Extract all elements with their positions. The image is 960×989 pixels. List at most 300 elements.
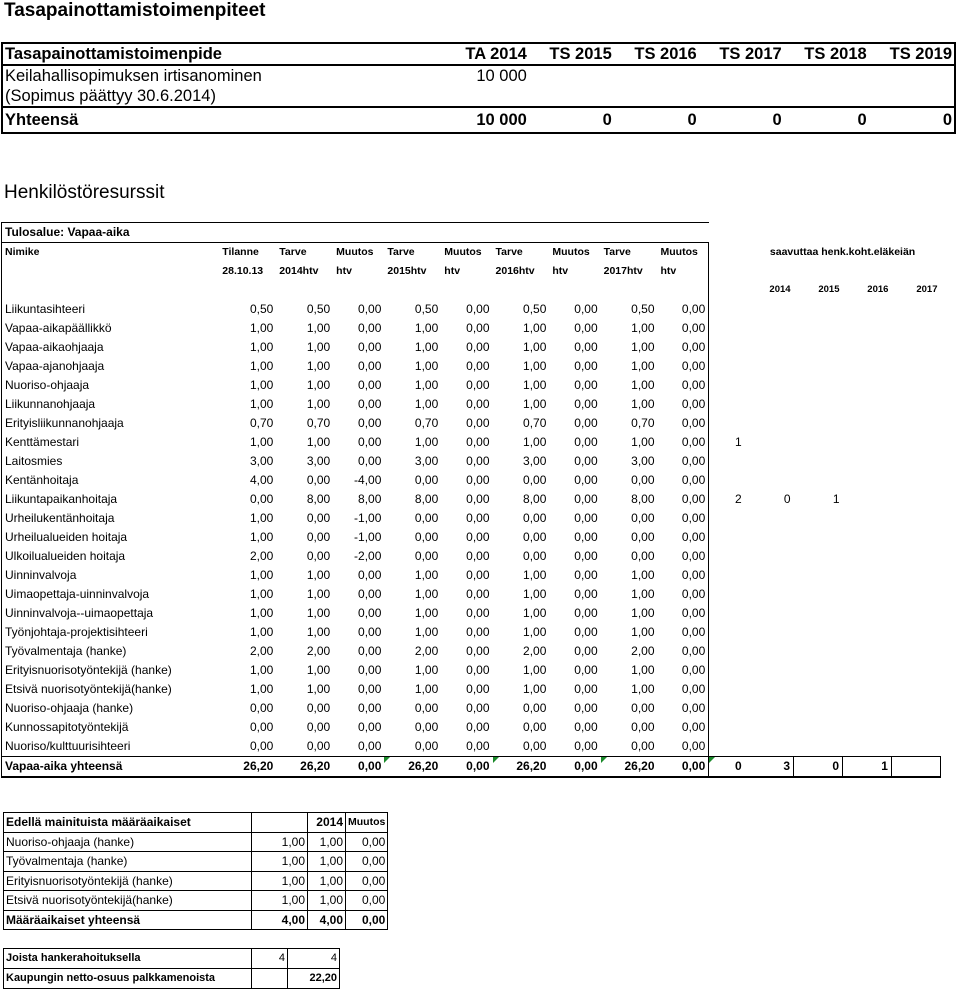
staff-row-value: 0,70 <box>249 415 274 430</box>
retire-value <box>843 300 892 319</box>
staff-row-value: 1,00 <box>306 605 331 620</box>
staff-total-value: 26,20 <box>384 756 441 777</box>
table-row <box>2 509 941 528</box>
staff-row-value: 0,00 <box>574 396 598 411</box>
staff-row-value: 1,00 <box>523 377 547 392</box>
staff-row-value: 8,00 <box>523 491 547 506</box>
staff-row-value: 0,00 <box>358 377 382 392</box>
summary-header-ts2015: TS 2015 <box>529 43 614 65</box>
staff-row-value: 3,00 <box>523 453 547 468</box>
staff-row-value: 1,00 <box>249 605 274 620</box>
staff-row-value: 0,00 <box>466 396 490 411</box>
staff-row-value: 1,00 <box>631 434 655 449</box>
staff-total-value: 26,20 <box>601 756 658 777</box>
staff-row-value: 0,00 <box>523 548 547 563</box>
retire-value: 1 <box>832 491 840 506</box>
staff-row-name: Työnjohtaja-projektisihteeri <box>2 623 220 642</box>
summary-total-value: 0 <box>784 107 869 133</box>
staff-row-value: 0,00 <box>306 738 331 753</box>
retire-value <box>709 452 745 471</box>
staff-row-value: 0,00 <box>658 509 709 528</box>
staff-total-value: 26,20 <box>219 756 276 777</box>
summary-header-ts2018: TS 2018 <box>784 43 869 65</box>
staff-row-value: 0,00 <box>358 662 382 677</box>
staff-row-value: 0,00 <box>466 738 490 753</box>
retire-value <box>745 623 794 642</box>
staff-row-value: 0,00 <box>631 510 655 525</box>
retire-value <box>843 566 892 585</box>
temporary-row-name: Etsivä nuorisotyöntekijä(hanke) <box>4 891 252 911</box>
staff-row-value: 0,00 <box>466 586 490 601</box>
staff-row-value: 2,00 <box>249 548 274 563</box>
staff-row-value: 0,00 <box>358 320 382 335</box>
staff-row-value: 1,00 <box>414 434 439 449</box>
temporary-staff-table <box>3 812 388 930</box>
retire-value <box>709 338 745 357</box>
retire-value <box>794 661 843 680</box>
staff-row-value: 0,00 <box>249 719 274 734</box>
staff-row-value: 1,00 <box>414 358 439 373</box>
retire-value <box>745 452 794 471</box>
table-row <box>2 338 941 357</box>
staff-row-value: 0,50 <box>631 301 655 316</box>
staff-row-value: 0,00 <box>574 510 598 525</box>
staff-row-value: 1,00 <box>414 624 439 639</box>
temporary-header-muutos: Muutos <box>346 813 388 833</box>
table-cell <box>891 642 940 661</box>
retire-value <box>794 357 843 376</box>
table-cell <box>891 585 940 604</box>
staff-row-value: 0,00 <box>658 395 709 414</box>
staff-row-value: 1,00 <box>523 586 547 601</box>
staff-row-value: 0,00 <box>574 320 598 335</box>
table-cell <box>891 680 940 699</box>
funding-row <box>4 949 340 969</box>
staff-row-value: 0,00 <box>658 661 709 680</box>
staff-row-name: Nuoriso-ohjaaja (hanke) <box>2 699 220 718</box>
staff-row-value: 1,00 <box>631 339 655 354</box>
staff-row-value: 1,00 <box>631 377 655 392</box>
summary-total-value: 0 <box>529 107 614 133</box>
retire-value <box>709 585 745 604</box>
retire-value <box>843 471 892 490</box>
retire-total-value: 1 <box>843 756 892 777</box>
staff-total-value: 0,00 <box>549 756 600 777</box>
staff-row-value: 0,00 <box>414 472 439 487</box>
retire-value <box>709 623 745 642</box>
retire-value <box>709 509 745 528</box>
staff-row-value: 0,00 <box>358 301 382 316</box>
table-cell <box>891 471 940 490</box>
staff-row-value: 0,00 <box>306 529 331 544</box>
summary-row <box>2 86 955 107</box>
retire-value <box>794 471 843 490</box>
staff-row-value: 1,00 <box>414 681 439 696</box>
table-row <box>2 376 941 395</box>
staff-row-value: 0,00 <box>466 700 490 715</box>
staff-row-value: 0,00 <box>466 472 490 487</box>
table-row <box>2 737 941 757</box>
retire-value <box>745 642 794 661</box>
table-row <box>2 490 941 509</box>
retire-value <box>794 699 843 718</box>
table-cell <box>891 452 940 471</box>
temporary-total-row <box>4 910 388 930</box>
retire-value <box>794 680 843 699</box>
staff-row-value: 0,00 <box>523 529 547 544</box>
retire-value <box>843 737 892 757</box>
table-cell <box>891 414 940 433</box>
staff-row-value: 1,00 <box>523 396 547 411</box>
staff-row-value: 0,00 <box>466 624 490 639</box>
funding-value: 4 <box>252 949 288 969</box>
staff-row-value: 1,00 <box>414 377 439 392</box>
retire-value <box>709 661 745 680</box>
funding-value: 22,20 <box>288 969 340 989</box>
retire-total-value: 3 <box>745 756 794 777</box>
staff-row-name: Uinninvalvoja--uimaopettaja <box>2 604 220 623</box>
staff-row-value: 1,00 <box>414 605 439 620</box>
staff-row-name: Vapaa-ajanohjaaja <box>2 357 220 376</box>
staff-row-value: 0,00 <box>658 737 709 757</box>
staff-row-value: 0,00 <box>414 529 439 544</box>
staff-row-value: 0,00 <box>358 396 382 411</box>
staff-row-value: 1,00 <box>523 358 547 373</box>
retire-year: 2016 <box>867 284 889 295</box>
retire-value <box>843 395 892 414</box>
staff-row-value: 1,00 <box>523 339 547 354</box>
staff-row-value: 0,00 <box>574 491 598 506</box>
staff-row-value: 0,00 <box>306 510 331 525</box>
staff-row-name: Vapaa-aikaohjaaja <box>2 338 220 357</box>
retire-value <box>745 699 794 718</box>
retire-value <box>843 433 892 452</box>
staff-row-name: Urheilualueiden hoitaja <box>2 528 220 547</box>
temporary-row-value: 1,00 <box>252 852 308 872</box>
staff-row-value: 0,00 <box>574 624 598 639</box>
staff-row-value: 0,50 <box>249 301 274 316</box>
staff-row-value: 8,00 <box>358 491 382 506</box>
staff-row-value: 0,00 <box>658 566 709 585</box>
temporary-total-value: 4,00 <box>252 910 308 930</box>
funding-row <box>4 969 340 989</box>
summary-header-ts2016: TS 2016 <box>614 43 699 65</box>
summary-row <box>2 65 955 86</box>
staff-row-value: 0,50 <box>414 301 439 316</box>
staff-row-value: 0,00 <box>414 700 439 715</box>
table-cell <box>891 300 940 319</box>
staff-row-value: 0,00 <box>574 643 598 658</box>
staff-row-value: 1,00 <box>249 529 274 544</box>
retire-year: 2014 <box>769 284 791 295</box>
staff-row-value: 0,00 <box>249 738 274 753</box>
retire-value <box>794 623 843 642</box>
staff-row-value: 0,00 <box>658 604 709 623</box>
table-row <box>4 852 388 872</box>
retire-value <box>745 566 794 585</box>
staff-row-value: 1,00 <box>631 605 655 620</box>
staff-total-value: 26,20 <box>276 756 333 777</box>
staff-row-value: 0,00 <box>466 301 490 316</box>
table-row <box>2 300 941 319</box>
table-cell <box>891 395 940 414</box>
staff-row-value: 2,00 <box>306 643 331 658</box>
temporary-row-name: Työvalmentaja (hanke) <box>4 852 252 872</box>
staff-row-value: 0,00 <box>466 358 490 373</box>
staff-row-value: 0,00 <box>574 605 598 620</box>
staff-row-value: 1,00 <box>414 396 439 411</box>
staff-row-value: 1,00 <box>249 377 274 392</box>
staff-row-value: 0,00 <box>574 548 598 563</box>
staff-row-value: 3,00 <box>414 453 439 468</box>
table-row <box>4 891 388 911</box>
staff-row-value: 0,00 <box>358 453 382 468</box>
retire-value <box>745 547 794 566</box>
staff-row-value: 0,00 <box>658 490 709 509</box>
staff-row-name: Kentänhoitaja <box>2 471 220 490</box>
temporary-row-value: 0,00 <box>346 832 388 852</box>
retire-value <box>843 452 892 471</box>
funding-label: Kaupungin netto-osuus palkkamenoista <box>4 969 252 989</box>
retire-value <box>794 566 843 585</box>
staff-row-value: 0,00 <box>574 415 598 430</box>
retire-value <box>843 604 892 623</box>
table-row <box>2 433 941 452</box>
retire-value <box>709 718 745 737</box>
retire-value <box>843 376 892 395</box>
temporary-total-value: 4,00 <box>308 910 346 930</box>
staff-row-value: 0,00 <box>574 586 598 601</box>
staff-row-value: 8,00 <box>414 491 439 506</box>
staff-row-value: 0,00 <box>358 567 382 582</box>
retire-value <box>794 414 843 433</box>
staff-row-value: 0,00 <box>631 700 655 715</box>
table-row <box>2 471 941 490</box>
staff-row-value: 0,00 <box>658 357 709 376</box>
staff-row-value: 1,00 <box>306 567 331 582</box>
retire-value <box>745 471 794 490</box>
staff-row-value: 0,00 <box>358 605 382 620</box>
staff-row-value: 1,00 <box>249 510 274 525</box>
staff-row-name: Uimaopettaja-uinninvalvoja <box>2 585 220 604</box>
retire-value <box>843 528 892 547</box>
retire-value <box>843 699 892 718</box>
staff-row-value: 1,00 <box>249 434 274 449</box>
retire-value <box>843 661 892 680</box>
summary-total-row <box>2 107 955 133</box>
retire-value <box>843 490 892 509</box>
table-cell <box>891 604 940 623</box>
table-row <box>2 718 941 737</box>
staff-row-value: 0,00 <box>574 434 598 449</box>
staff-row-value: 3,00 <box>631 453 655 468</box>
table-cell <box>891 718 940 737</box>
staff-row-value: 0,00 <box>414 548 439 563</box>
summary-total-value: 0 <box>699 107 784 133</box>
staff-row-value: 1,00 <box>523 320 547 335</box>
staff-row-value: 0,00 <box>574 472 598 487</box>
staff-row-value: 1,00 <box>306 662 331 677</box>
retire-value <box>794 585 843 604</box>
table-cell <box>891 566 940 585</box>
retire-value <box>843 623 892 642</box>
table-cell <box>891 528 940 547</box>
summary-total-value: 0 <box>869 107 955 133</box>
staff-row-value: 0,00 <box>249 700 274 715</box>
table-row <box>2 661 941 680</box>
staff-row-value: 0,00 <box>523 700 547 715</box>
funding-value: 4 <box>288 949 340 969</box>
table-cell <box>891 376 940 395</box>
staff-row-value: 0,00 <box>358 586 382 601</box>
staff-row-value: 0,00 <box>306 700 331 715</box>
retire-value <box>794 376 843 395</box>
staff-row-value: 1,00 <box>523 624 547 639</box>
staff-row-value: 1,00 <box>414 586 439 601</box>
staff-row-value: 1,00 <box>249 662 274 677</box>
staff-header-col: Muutos <box>549 243 600 262</box>
retire-value: 2 <box>734 491 742 506</box>
temporary-row-value: 1,00 <box>308 891 346 911</box>
retire-value <box>843 585 892 604</box>
retire-value <box>745 604 794 623</box>
staff-row-value: 0,00 <box>466 567 490 582</box>
staff-table <box>1 222 941 778</box>
staff-row-name: Vapaa-aikapäällikkö <box>2 319 220 338</box>
staff-row-value: 0,00 <box>306 548 331 563</box>
staff-row-value: -2,00 <box>354 548 382 563</box>
staff-row-value: 1,00 <box>306 681 331 696</box>
temporary-row-name: Nuoriso-ohjaaja (hanke) <box>4 832 252 852</box>
summary-header-label: Tasapainottamistoimenpide <box>2 43 445 65</box>
retire-value <box>794 395 843 414</box>
staff-row-value: 0,00 <box>466 434 490 449</box>
staff-row-value: 1,00 <box>523 605 547 620</box>
table-row <box>2 642 941 661</box>
table-row <box>2 604 941 623</box>
staff-row-value: 0,00 <box>358 415 382 430</box>
retire-value <box>745 300 794 319</box>
staff-row-value: 1,00 <box>631 624 655 639</box>
staff-header-nimike: Nimike <box>2 243 220 262</box>
staff-header-col: Muutos <box>333 243 384 262</box>
staff-row-value: 0,00 <box>523 472 547 487</box>
table-row <box>2 357 941 376</box>
staff-row-value: 8,00 <box>306 491 331 506</box>
retire-value <box>794 433 843 452</box>
table-row <box>2 528 941 547</box>
staff-row-value: 0,00 <box>574 339 598 354</box>
staff-row-value: 0,00 <box>658 718 709 737</box>
staff-row-value: 1,00 <box>306 377 331 392</box>
table-cell <box>891 699 940 718</box>
staff-row-value: 0,00 <box>358 339 382 354</box>
retire-value <box>794 509 843 528</box>
retire-value <box>843 338 892 357</box>
staff-row-value: 0,70 <box>414 415 439 430</box>
retire-value <box>709 376 745 395</box>
funding-table <box>3 948 340 989</box>
staff-row-value: 0,00 <box>466 662 490 677</box>
staff-row-name: Liikunnanohjaaja <box>2 395 220 414</box>
summary-header-ts2019: TS 2019 <box>869 43 955 65</box>
staff-row-value: 0,00 <box>466 605 490 620</box>
table-cell <box>891 547 940 566</box>
staff-row-value: 1,00 <box>631 662 655 677</box>
table-row <box>4 871 388 891</box>
staff-row-value: 1,00 <box>631 320 655 335</box>
staff-row-value: 0,00 <box>658 414 709 433</box>
retire-value <box>709 357 745 376</box>
staff-row-value: 0,00 <box>466 491 490 506</box>
table-row <box>2 319 941 338</box>
staff-row-value: 0,00 <box>631 719 655 734</box>
staff-row-value: 0,00 <box>631 548 655 563</box>
section-title: Henkilöstöresurssit <box>4 182 165 203</box>
staff-row-value: 0,00 <box>574 567 598 582</box>
retire-value <box>745 528 794 547</box>
staff-row-value: 2,00 <box>631 643 655 658</box>
staff-header-col: htv <box>552 265 569 277</box>
retire-value <box>745 376 794 395</box>
staff-row-name: Etsivä nuorisotyöntekijä(hanke) <box>2 680 220 699</box>
staff-row-value: 0,00 <box>658 433 709 452</box>
staff-row-value: 0,70 <box>523 415 547 430</box>
retire-value <box>745 661 794 680</box>
staff-row-value: 0,00 <box>358 719 382 734</box>
staff-row-value: 0,70 <box>306 415 331 430</box>
staff-row-value: 0,00 <box>466 339 490 354</box>
staff-row-value: 0,00 <box>358 643 382 658</box>
staff-row-value: 0,00 <box>466 529 490 544</box>
staff-row-value: 3,00 <box>306 453 331 468</box>
retire-value <box>709 300 745 319</box>
staff-row-value: 1,00 <box>306 434 331 449</box>
retire-value <box>843 718 892 737</box>
staff-row-value: 0,00 <box>466 643 490 658</box>
retire-value <box>794 718 843 737</box>
retire-value <box>745 414 794 433</box>
staff-row-value: 0,00 <box>574 301 598 316</box>
staff-row-value: 0,00 <box>574 738 598 753</box>
table-cell <box>891 319 940 338</box>
retire-value <box>709 414 745 433</box>
staff-header-col: Tarve <box>276 243 333 262</box>
staff-row-value: 0,00 <box>466 377 490 392</box>
staff-row-value: 0,00 <box>358 624 382 639</box>
temporary-row-value: 0,00 <box>346 852 388 872</box>
table-row <box>4 832 388 852</box>
staff-total-label: Vapaa-aika yhteensä <box>2 756 220 777</box>
staff-row-value: 0,00 <box>658 319 709 338</box>
retire-value <box>794 300 843 319</box>
staff-row-value: 0,00 <box>658 623 709 642</box>
table-row <box>2 699 941 718</box>
staff-row-value: 1,00 <box>306 320 331 335</box>
staff-row-value: 0,00 <box>358 434 382 449</box>
temporary-row-value: 1,00 <box>308 871 346 891</box>
temporary-row-value: 1,00 <box>252 832 308 852</box>
summary-row-label: Keilahallisopimuksen irtisanominen <box>2 65 445 86</box>
summary-row-label: (Sopimus päättyy 30.6.2014) <box>2 86 445 107</box>
retire-value <box>843 319 892 338</box>
temporary-total-label: Määräaikaiset yhteensä <box>4 910 252 930</box>
staff-row-value: 1,00 <box>249 396 274 411</box>
staff-row-value: 0,00 <box>658 376 709 395</box>
staff-row-value: 1,00 <box>523 434 547 449</box>
staff-row-value: 0,00 <box>658 471 709 490</box>
staff-header-col: Tarve <box>601 243 658 262</box>
